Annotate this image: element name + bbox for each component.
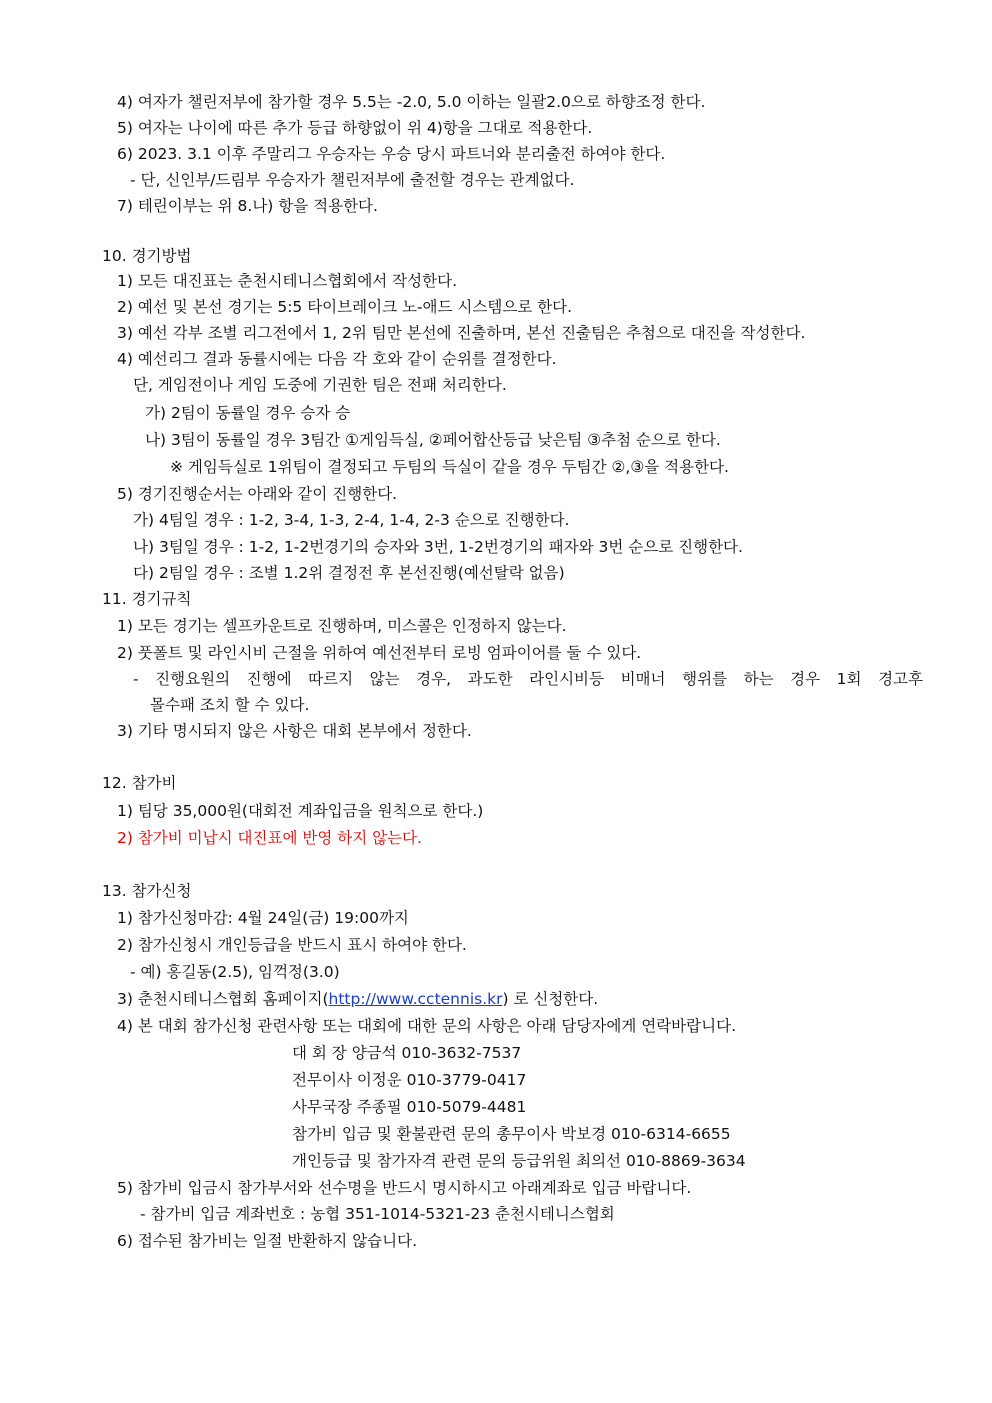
- section-heading-11: 11. 경기규칙: [102, 590, 192, 608]
- homepage-prefix: 3) 춘천시테니스협회 홈페이지(: [117, 990, 329, 1008]
- sec10-line: 나) 3팀일 경우 : 1-2, 1-2번경기의 승자와 3번, 1-2번경기의 패자와 3번 순으로 진행한다.: [133, 538, 743, 556]
- homepage-link[interactable]: http://www.cctennis.kr: [328, 990, 503, 1008]
- sec13-line: 5) 참가비 입금시 참가부서와 선수명을 반드시 명시하시고 아래계좌로 입금 바랍니다.: [117, 1179, 692, 1197]
- contact-entry: 사무국장 주종필 010-5079-4481: [292, 1098, 527, 1116]
- sec9-item-6-note: - 단, 신인부/드림부 우승자가 챌린저부에 출전할 경우는 관계없다.: [130, 171, 575, 189]
- sec9-item-6: 6) 2023. 3.1 이후 주말리그 우승자는 우승 당시 파트너와 분리출전 하여야 한다.: [117, 145, 666, 163]
- sec13-line: 6) 접수된 참가비는 일절 반환하지 않습니다.: [117, 1232, 418, 1250]
- sec11-line: 2) 풋폴트 및 라인시비 근절을 위하여 예선전부터 로빙 엄파이어를 둘 수 있다.: [117, 644, 642, 662]
- sec10-note: ※ 게임득실로 1위팀이 결정되고 두팀의 득실이 같을 경우 두팀간 ②,③을 적용한다.: [170, 458, 729, 476]
- contact-entry: 참가비 입금 및 환불관련 문의 총무이사 박보경 010-6314-6655: [292, 1125, 731, 1143]
- sec10-line: 1) 모든 대진표는 춘천시테니스협회에서 작성한다.: [117, 272, 458, 290]
- sec10-line: 가) 2팀이 동률일 경우 승자 승: [145, 404, 351, 422]
- sec12-line: 1) 팀당 35,000원(대회전 계좌입금을 원칙으로 한다.): [117, 802, 484, 820]
- sec10-line: 다) 2팀일 경우 : 조별 1.2위 결정전 후 본선진행(예선탈락 없음): [133, 564, 565, 582]
- sec10-line: 3) 예선 각부 조별 리그전에서 1, 2위 팀만 본선에 진출하며, 본선 진출팀은 추첨으로 대진을 작성한다.: [117, 324, 806, 342]
- contact-entry: 개인등급 및 참가자격 관련 문의 등급위원 최의선 010-8869-3634: [292, 1152, 746, 1170]
- sec13-line: 2) 참가신청시 개인등급을 반드시 표시 하여야 한다.: [117, 936, 467, 954]
- contact-entry: 대 회 장 양금석 010-3632-7537: [292, 1044, 522, 1062]
- sec11-line: 1) 모든 경기는 셀프카운트로 진행하며, 미스콜은 인정하지 않는다.: [117, 617, 567, 635]
- sec12-warning-line: 2) 참가비 미납시 대진표에 반영 하지 않는다.: [117, 829, 422, 847]
- sec10-line: 나) 3팀이 동률일 경우 3팀간 ①게임득실, ②페어합산등급 낮은팀 ③추첨 순으로 한다.: [145, 431, 721, 449]
- sec11-line: 몰수패 조치 할 수 있다.: [150, 696, 310, 714]
- sec10-line: 가) 4팀일 경우 : 1-2, 3-4, 1-3, 2-4, 1-4, 2-3 순으로 진행한다.: [133, 511, 570, 529]
- sec10-line: 4) 예선리그 결과 동률시에는 다음 각 호와 같이 순위를 결정한다.: [117, 350, 557, 368]
- sec13-account-line: - 참가비 입금 계좌번호 : 농협 351-1014-5321-23 춘천시테니스협회: [140, 1205, 615, 1223]
- sec9-item-5: 5) 여자는 나이에 따른 추가 등급 하향없이 위 4)항을 그대로 적용한다.: [117, 119, 593, 137]
- sec13-line: 4) 본 대회 참가신청 관련사항 또는 대회에 대한 문의 사항은 아래 담당자에게 연락바랍니다.: [117, 1017, 736, 1035]
- sec10-line: 단, 게임전이나 게임 도중에 기권한 팀은 전패 처리한다.: [133, 376, 507, 394]
- sec11-line: 3) 기타 명시되지 않은 사항은 대회 본부에서 정한다.: [117, 722, 472, 740]
- contact-entry: 전무이사 이정운 010-3779-0417: [292, 1071, 527, 1089]
- sec9-item-4: 4) 여자가 챌린저부에 참가할 경우 5.5는 -2.0, 5.0 이하는 일괄2.0으로 하향조정 한다.: [117, 93, 706, 111]
- sec9-item-7: 7) 테린이부는 위 8.나) 항을 적용한다.: [117, 197, 378, 215]
- section-heading-10: 10. 경기방법: [102, 247, 192, 265]
- homepage-suffix: ) 로 신청한다.: [502, 990, 599, 1008]
- section-heading-13: 13. 참가신청: [102, 882, 192, 900]
- sec10-line: 2) 예선 및 본선 경기는 5:5 타이브레이크 노-애드 시스템으로 한다.: [117, 298, 573, 316]
- sec13-homepage-line: [117, 989, 598, 1009]
- sec10-line: 5) 경기진행순서는 아래와 같이 진행한다.: [117, 485, 398, 503]
- section-heading-12: 12. 참가비: [102, 774, 177, 792]
- sec11-line: - 진행요원의 진행에 따르지 않는 경우, 과도한 라인시비등 비매너 행위를 하는 경우 1회 경고후: [133, 670, 923, 688]
- sec13-line: - 예) 홍길동(2.5), 임꺽정(3.0): [130, 963, 340, 981]
- sec13-line: 1) 참가신청마감: 4월 24일(금) 19:00까지: [117, 909, 409, 927]
